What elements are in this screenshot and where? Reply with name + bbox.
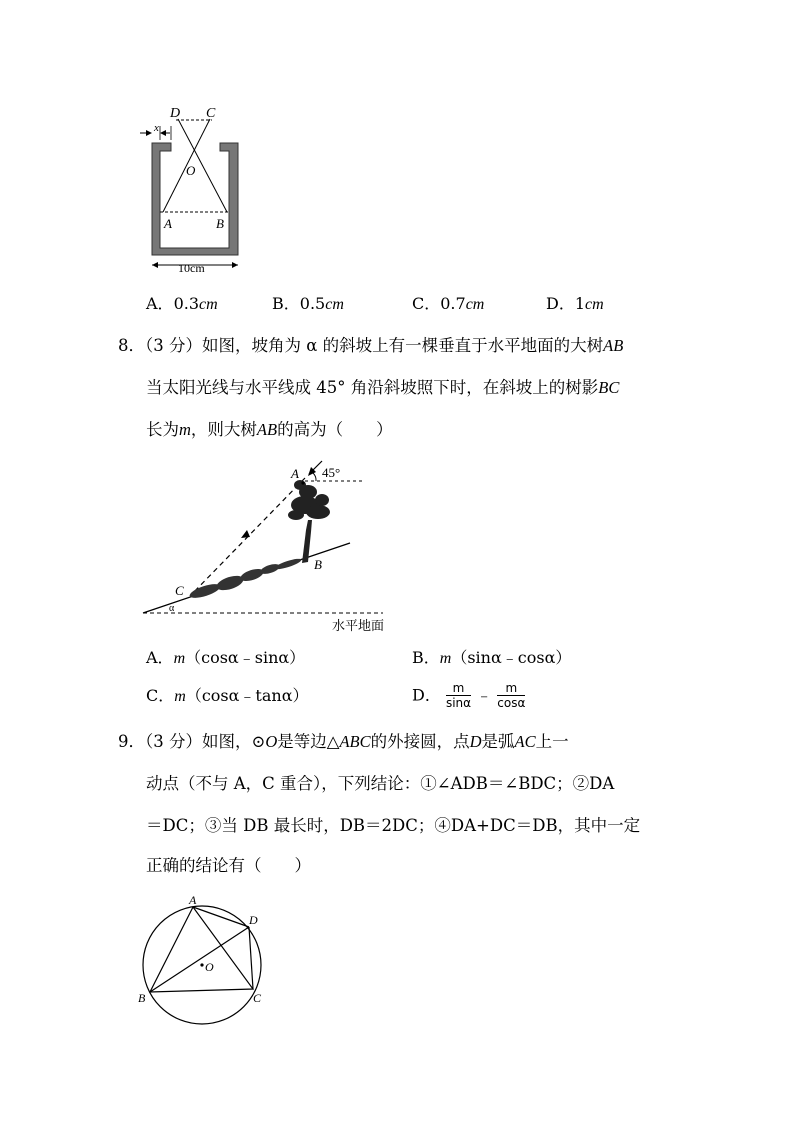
- q9-line-1-ac: AC: [514, 732, 536, 751]
- label-45deg: 45°: [322, 465, 341, 480]
- q7-option-b-letter: B．: [272, 294, 300, 313]
- q7-option-d-letter: D．: [546, 294, 575, 313]
- frac1-numerator: m: [446, 682, 471, 696]
- q8-line-1-ab: AB: [603, 336, 624, 355]
- label-O-fig7: O: [186, 163, 196, 178]
- label-D-fig7: D: [170, 106, 181, 121]
- segment-AD: [193, 907, 249, 927]
- q9-line-1-d: D: [469, 732, 482, 751]
- ground-label: 水平地面: [332, 619, 385, 634]
- frac1-denominator: sinα: [445, 696, 472, 710]
- q9-line-2: 动点（不与 A，C 重合），下列结论：①∠ADB＝∠BDC；②DA: [146, 774, 615, 793]
- label-x: x: [154, 122, 159, 134]
- q8-option-b-letter: B．: [412, 648, 440, 667]
- segment-DC: [249, 927, 253, 989]
- label-A-fig7: A: [164, 216, 172, 231]
- label-B-fig7: B: [216, 216, 224, 231]
- label-B-fig8: B: [314, 557, 322, 572]
- label-D-fig9: D: [249, 913, 258, 927]
- q8-line-3-c: ，则大树: [190, 420, 257, 439]
- q8-option-c-var: m: [174, 688, 186, 705]
- q7-option-a-unit: cm: [199, 296, 218, 313]
- minus-sign: ﹣: [476, 685, 493, 705]
- q8-option-a-letter: A．: [146, 648, 174, 667]
- q7-option-d-value: 1: [574, 294, 586, 313]
- q9-line-1-c: 是等边△: [277, 732, 340, 751]
- q8-option-a-expr: （cosα﹣sinα）: [185, 648, 306, 667]
- q8-line-3-e: 的高为（ ）: [277, 420, 393, 439]
- q9-line-1-i: 上一: [535, 732, 569, 751]
- q7-option-b-unit: cm: [325, 296, 344, 313]
- q9-line-4: 正确的结论有（ ）: [146, 856, 311, 875]
- frac2-numerator: m: [497, 682, 525, 696]
- q8-option-c-letter: C．: [146, 686, 175, 705]
- q8-line-2-text: 当太阳光线与水平线成 45° 角沿斜坡照下时，在斜坡上的树影: [146, 378, 599, 397]
- q8-option-c-expr: （cosα﹣tanα）: [185, 686, 309, 705]
- label-O-fig9: O: [205, 960, 214, 974]
- q8-option-b-expr: （sinα﹣cosα）: [451, 648, 572, 667]
- q8-line-1-text: 8．（3 分）如图，坡角为 α 的斜坡上有一棵垂直于水平地面的大树: [118, 336, 604, 355]
- q7-option-c-unit: cm: [465, 296, 485, 313]
- label-A-fig9: A: [189, 893, 197, 907]
- q9-line-1-a: 9．（3 分）如图，⊙: [118, 732, 266, 751]
- q8-line-3-a: 长为: [146, 420, 179, 439]
- q7-option-c-letter: C．: [412, 294, 441, 313]
- q9-line-1-o: O: [265, 732, 278, 751]
- q9-line-1-abc: ABC: [339, 732, 371, 751]
- segment-DB: [150, 927, 249, 992]
- q8-option-b-var: m: [439, 650, 452, 667]
- q7-option-a-letter: A．: [146, 294, 174, 313]
- q8-option-a-var: m: [173, 650, 186, 667]
- q8-option-d-letter: D．: [412, 685, 441, 705]
- q7-option-d-unit: cm: [585, 296, 604, 313]
- label-C-fig9: C: [253, 991, 262, 1005]
- label-B-fig9: B: [138, 991, 146, 1005]
- q7-option-a-value: 0.3: [173, 294, 200, 313]
- q7-option-b-value: 0.5: [299, 294, 326, 313]
- frac2-denominator: cosα: [497, 696, 526, 710]
- q9-line-1-g: 是弧: [481, 732, 515, 751]
- triangle-ABC: [150, 907, 253, 992]
- q7-option-c-value: 0.7: [440, 294, 466, 313]
- label-C-fig8: C: [175, 583, 184, 598]
- q9-line-1-e: 的外接圆，点: [370, 732, 470, 751]
- label-C-fig7: C: [206, 106, 216, 121]
- q9-line-3: ＝DC；③当 DB 最长时，DB＝2DC；④DA+DC＝DB，其中一定: [146, 816, 641, 835]
- label-alpha: α: [169, 603, 175, 614]
- label-A-fig8: A: [291, 466, 299, 481]
- q8-line-3-ab: AB: [256, 420, 278, 439]
- center-point-O: [200, 963, 203, 966]
- q8-line-3-m: m: [179, 420, 191, 439]
- q8-line-2-bc: BC: [598, 378, 620, 397]
- width-label: 10cm: [178, 261, 205, 275]
